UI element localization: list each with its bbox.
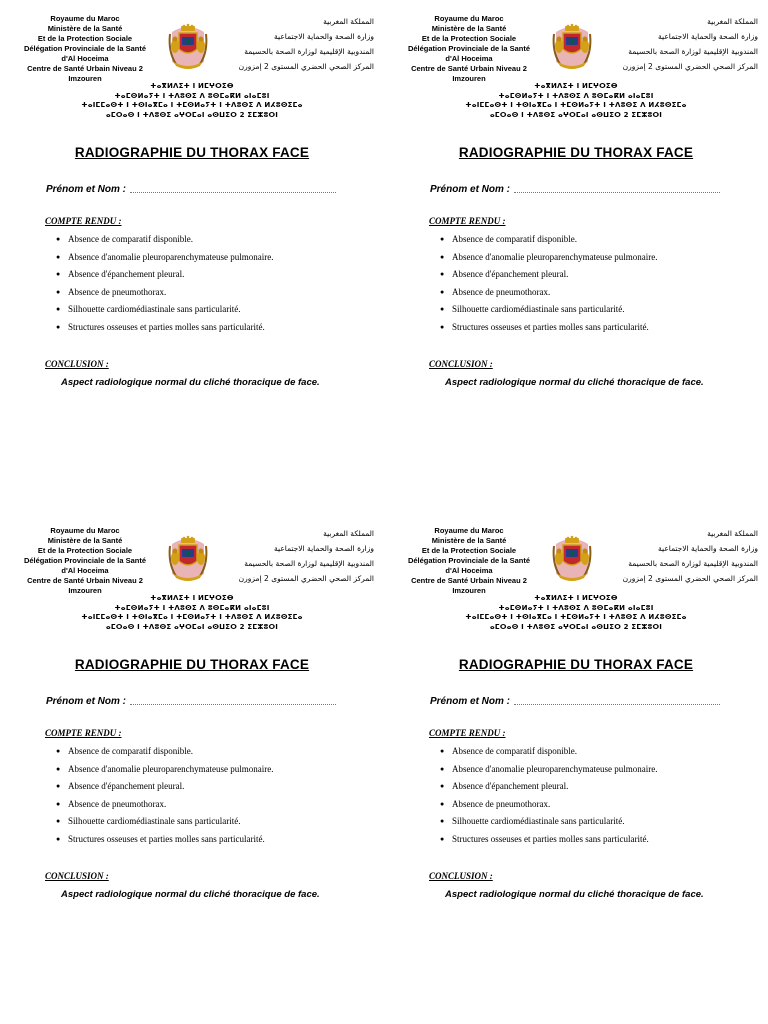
bullet-icon: ●	[56, 270, 61, 278]
french-header-line: Ministère de la Santé	[47, 24, 123, 33]
patient-name-dotted-line	[130, 184, 336, 193]
french-header-line: Centre de Santé Urbain Niveau 2	[411, 64, 527, 73]
tifinagh-header-line: ⴰⵎⵔⴰⵙ ⵏ ⵜⴷⵓⵙⵉ ⴰⵖⵔⵎⴰⵏ ⴰⵙⵡⵉⵔ 2 ⵉⵎⵣⵓⵔⵏ	[105, 110, 279, 119]
list-item	[56, 799, 274, 817]
letterhead	[0, 524, 384, 631]
patient-name-field	[430, 696, 720, 707]
tifinagh-header-line: ⵜⴰⵎⵙⵍⴰⵢⵜ ⵏ ⵜⴷⵓⵙⵉ ⴷ ⵓⵙⵎⴰⴽⵍ ⴰⵏⴰⵎⵓⵏ	[498, 91, 654, 100]
moroccan-coat-of-arms-icon	[550, 534, 594, 584]
patient-name-field	[430, 184, 720, 195]
finding-text: Absence d'anomalie pleuroparenchymateuse pulmonaire.	[452, 251, 658, 262]
bullet-icon: ●	[56, 287, 61, 296]
arabic-header-line: المملكة المغربية	[707, 529, 758, 538]
finding-text: Absence d'épanchement pleural.	[68, 781, 185, 791]
bullet-icon: ●	[440, 747, 445, 755]
findings-list	[56, 746, 274, 851]
arabic-header-line: وزارة الصحة والحماية الاجتماعية	[274, 544, 374, 553]
bullet-icon: ●	[440, 817, 445, 825]
french-header-line: Centre de Santé Urbain Niveau 2	[27, 64, 143, 73]
tifinagh-header-line: ⴰⵎⵔⴰⵙ ⵏ ⵜⴷⵓⵙⵉ ⴰⵖⵔⵎⴰⵏ ⴰⵙⵡⵉⵔ 2 ⵉⵎⵣⵓⵔⵏ	[489, 110, 663, 119]
french-header-line: Et de la Protection Sociale	[37, 546, 133, 555]
tifinagh-header-line: ⵜⴰⵏⵎⵎⴰⵙⵜ ⵏ ⵜⵙⵏⴰⴳⵎⴰ ⵏ ⵜⵎⵙⵍⴰⵢⵜ ⵏ ⵜⴷⵓⵙⵉ ⴷ ⵍⵃⵓⵙⵉⵎⴰ	[465, 101, 687, 110]
patient-name-dotted-line	[514, 184, 720, 193]
conclusion-text: Aspect radiologique normal du cliché thoracique de face.	[445, 889, 704, 900]
finding-text: Absence de pneumothorax.	[452, 286, 551, 297]
arabic-header-line: وزارة الصحة والحماية الاجتماعية	[274, 32, 374, 41]
compte-rendu-heading: COMPTE RENDU :	[45, 216, 122, 226]
report-title: RADIOGRAPHIE DU THORAX FACE	[458, 657, 694, 672]
report-title: RADIOGRAPHIE DU THORAX FACE	[458, 145, 694, 160]
arabic-header-line: المملكة المغربية	[323, 17, 374, 26]
patient-name-dotted-line	[130, 696, 336, 705]
findings-list	[440, 746, 658, 851]
bullet-icon: ●	[56, 235, 61, 243]
arabic-header-line: المملكة المغربية	[323, 529, 374, 538]
french-header	[10, 14, 160, 84]
list-item	[56, 834, 274, 852]
report-card	[0, 0, 384, 512]
finding-text: Absence d'épanchement pleural.	[452, 781, 569, 791]
french-header-line: Et de la Protection Sociale	[37, 34, 133, 43]
list-item	[440, 234, 658, 252]
french-header-line: Centre de Santé Urbain Niveau 2	[411, 576, 527, 585]
french-header-line: d'Al Hoceima	[445, 54, 493, 63]
tifinagh-header-line: ⵜⴰⵏⵎⵎⴰⵙⵜ ⵏ ⵜⵙⵏⴰⴳⵎⴰ ⵏ ⵜⵎⵙⵍⴰⵢⵜ ⵏ ⵜⴷⵓⵙⵉ ⴷ ⵍⵃⵓⵙⵉⵎⴰ	[81, 613, 303, 622]
list-item	[440, 322, 658, 340]
arabic-header	[214, 526, 374, 586]
findings-list	[440, 234, 658, 339]
french-header-line: Ministère de la Santé	[431, 24, 507, 33]
finding-text: Absence d'épanchement pleural.	[68, 269, 185, 279]
french-header-line: Imzouren	[68, 586, 102, 595]
list-item	[56, 269, 274, 287]
report-card	[0, 512, 384, 1024]
bullet-icon: ●	[440, 305, 445, 313]
list-item	[56, 816, 274, 834]
letterhead	[0, 12, 384, 119]
french-header-line: Délégation Provinciale de la Santé	[23, 44, 147, 53]
patient-name-field	[46, 184, 336, 195]
conclusion-heading: CONCLUSION :	[45, 359, 109, 369]
list-item	[440, 252, 658, 270]
list-item	[440, 287, 658, 305]
arabic-header-line: المندوبية الإقليمية لوزارة الصحة بالحسيمة	[628, 47, 758, 56]
finding-text: Absence de comparatif disponible.	[452, 746, 577, 756]
finding-text: Absence d'épanchement pleural.	[452, 269, 569, 279]
bullet-icon: ●	[56, 834, 61, 843]
finding-text: Absence d'anomalie pleuroparenchymateuse pulmonaire.	[68, 251, 274, 262]
list-item	[440, 781, 658, 799]
list-item	[440, 764, 658, 782]
french-header-line: Délégation Provinciale de la Santé	[407, 44, 531, 53]
tifinagh-header-line: ⵜⴰⵏⵎⵎⴰⵙⵜ ⵏ ⵜⵙⵏⴰⴳⵎⴰ ⵏ ⵜⵎⵙⵍⴰⵢⵜ ⵏ ⵜⴷⵓⵙⵉ ⴷ ⵍⵃⵓⵙⵉⵎⴰ	[465, 613, 687, 622]
letterhead	[384, 524, 768, 631]
compte-rendu-heading: COMPTE RENDU :	[45, 728, 122, 738]
moroccan-coat-of-arms-icon	[166, 22, 210, 72]
bullet-icon: ●	[440, 799, 445, 808]
bullet-icon: ●	[440, 322, 445, 331]
tifinagh-header-line: ⴰⵎⵔⴰⵙ ⵏ ⵜⴷⵓⵙⵉ ⴰⵖⵔⵎⴰⵏ ⴰⵙⵡⵉⵔ 2 ⵉⵎⵣⵓⵔⵏ	[489, 622, 663, 631]
french-header-line: Imzouren	[452, 586, 486, 595]
bullet-icon: ●	[440, 235, 445, 243]
list-item	[56, 781, 274, 799]
conclusion-text: Aspect radiologique normal du cliché thoracique de face.	[61, 377, 320, 388]
finding-text: Absence de pneumothorax.	[68, 798, 167, 809]
bullet-icon: ●	[56, 322, 61, 331]
list-item	[56, 234, 274, 252]
finding-text: Absence d'anomalie pleuroparenchymateuse pulmonaire.	[68, 763, 274, 774]
arabic-header-line: المندوبية الإقليمية لوزارة الصحة بالحسيمة	[244, 47, 374, 56]
compte-rendu-heading: COMPTE RENDU :	[429, 216, 506, 226]
french-header	[394, 526, 544, 596]
report-card	[384, 512, 768, 1024]
list-item	[440, 834, 658, 852]
list-item	[56, 746, 274, 764]
arabic-header-line: المركز الصحي الحضري المستوى 2 إمزورن	[622, 574, 758, 583]
arabic-header-line: المركز الصحي الحضري المستوى 2 إمزورن	[238, 574, 374, 583]
bullet-icon: ●	[440, 834, 445, 843]
bullet-icon: ●	[440, 764, 445, 773]
finding-text: Structures osseuses et parties molles sans particularité.	[452, 321, 649, 332]
french-header-line: Royaume du Maroc	[434, 14, 504, 23]
patient-name-field	[46, 696, 336, 707]
arabic-header-line: المملكة المغربية	[707, 17, 758, 26]
finding-text: Absence de pneumothorax.	[452, 798, 551, 809]
patient-name-label: Prénom et Nom :	[430, 696, 511, 707]
conclusion-heading: CONCLUSION :	[429, 871, 493, 881]
tifinagh-header-line: ⴰⵎⵔⴰⵙ ⵏ ⵜⴷⵓⵙⵉ ⴰⵖⵔⵎⴰⵏ ⴰⵙⵡⵉⵔ 2 ⵉⵎⵣⵓⵔⵏ	[105, 622, 279, 631]
conclusion-heading: CONCLUSION :	[429, 359, 493, 369]
finding-text: Absence d'anomalie pleuroparenchymateuse pulmonaire.	[452, 763, 658, 774]
french-header	[394, 14, 544, 84]
finding-text: Absence de comparatif disponible.	[452, 234, 577, 244]
list-item	[56, 287, 274, 305]
arabic-header-line: المندوبية الإقليمية لوزارة الصحة بالحسيمة	[628, 559, 758, 568]
list-item	[56, 252, 274, 270]
bullet-icon: ●	[56, 764, 61, 773]
french-header-line: d'Al Hoceima	[445, 566, 493, 575]
tifinagh-header-line: ⵜⴰⵎⵙⵍⴰⵢⵜ ⵏ ⵜⴷⵓⵙⵉ ⴷ ⵓⵙⵎⴰⴽⵍ ⴰⵏⴰⵎⵓⵏ	[114, 603, 270, 612]
bullet-icon: ●	[440, 252, 445, 261]
report-card	[384, 0, 768, 512]
french-header-line: Royaume du Maroc	[50, 526, 120, 535]
arabic-header-line: المركز الصحي الحضري المستوى 2 إمزورن	[622, 62, 758, 71]
finding-text: Silhouette cardiomédiastinale sans particularité.	[68, 816, 241, 826]
arabic-header	[214, 14, 374, 74]
bullet-icon: ●	[56, 782, 61, 790]
patient-name-dotted-line	[514, 696, 720, 705]
tifinagh-header-line: ⵜⴰⴳⵍⴷⵉⵜ ⵏ ⵍⵎⵖⵔⵉⴱ	[534, 82, 618, 90]
tifinagh-header-line: ⵜⴰⵏⵎⵎⴰⵙⵜ ⵏ ⵜⵙⵏⴰⴳⵎⴰ ⵏ ⵜⵎⵙⵍⴰⵢⵜ ⵏ ⵜⴷⵓⵙⵉ ⴷ ⵍⵃⵓⵙⵉⵎⴰ	[81, 101, 303, 110]
french-header-line: Imzouren	[68, 74, 102, 83]
arabic-header-line: وزارة الصحة والحماية الاجتماعية	[658, 544, 758, 553]
french-header-line: Ministère de la Santé	[47, 536, 123, 545]
list-item	[56, 322, 274, 340]
patient-name-label: Prénom et Nom :	[46, 696, 127, 707]
findings-list	[56, 234, 274, 339]
conclusion-text: Aspect radiologique normal du cliché thoracique de face.	[61, 889, 320, 900]
finding-text: Silhouette cardiomédiastinale sans particularité.	[452, 304, 625, 314]
finding-text: Absence de comparatif disponible.	[68, 746, 193, 756]
list-item	[440, 269, 658, 287]
patient-name-label: Prénom et Nom :	[46, 184, 127, 195]
finding-text: Absence de pneumothorax.	[68, 286, 167, 297]
french-header-line: Délégation Provinciale de la Santé	[23, 556, 147, 565]
compte-rendu-heading: COMPTE RENDU :	[429, 728, 506, 738]
bullet-icon: ●	[56, 747, 61, 755]
finding-text: Silhouette cardiomédiastinale sans particularité.	[452, 816, 625, 826]
bullet-icon: ●	[440, 287, 445, 296]
bullet-icon: ●	[56, 252, 61, 261]
list-item	[440, 816, 658, 834]
french-header-line: Délégation Provinciale de la Santé	[407, 556, 531, 565]
arabic-header-line: المندوبية الإقليمية لوزارة الصحة بالحسيمة	[244, 559, 374, 568]
french-header-line: Royaume du Maroc	[434, 526, 504, 535]
tifinagh-header-line: ⵜⴰⴳⵍⴷⵉⵜ ⵏ ⵍⵎⵖⵔⵉⴱ	[150, 594, 234, 602]
french-header-line: d'Al Hoceima	[61, 54, 109, 63]
tifinagh-header-line: ⵜⴰⵎⵙⵍⴰⵢⵜ ⵏ ⵜⴷⵓⵙⵉ ⴷ ⵓⵙⵎⴰⴽⵍ ⴰⵏⴰⵎⵓⵏ	[114, 91, 270, 100]
bullet-icon: ●	[56, 305, 61, 313]
tifinagh-header	[404, 82, 748, 120]
finding-text: Structures osseuses et parties molles sans particularité.	[452, 833, 649, 844]
finding-text: Structures osseuses et parties molles sans particularité.	[68, 833, 265, 844]
tifinagh-header-line: ⵜⴰⴳⵍⴷⵉⵜ ⵏ ⵍⵎⵖⵔⵉⴱ	[534, 594, 618, 602]
finding-text: Absence de comparatif disponible.	[68, 234, 193, 244]
arabic-header-line: المركز الصحي الحضري المستوى 2 إمزورن	[238, 62, 374, 71]
tifinagh-header	[404, 594, 748, 632]
tifinagh-header	[20, 82, 364, 120]
list-item	[440, 746, 658, 764]
french-header-line: Ministère de la Santé	[431, 536, 507, 545]
arabic-header-line: وزارة الصحة والحماية الاجتماعية	[658, 32, 758, 41]
list-item	[440, 304, 658, 322]
moroccan-coat-of-arms-icon	[166, 534, 210, 584]
finding-text: Silhouette cardiomédiastinale sans particularité.	[68, 304, 241, 314]
list-item	[440, 799, 658, 817]
moroccan-coat-of-arms-icon	[550, 22, 594, 72]
finding-text: Structures osseuses et parties molles sans particularité.	[68, 321, 265, 332]
arabic-header	[598, 526, 758, 586]
bullet-icon: ●	[440, 782, 445, 790]
bullet-icon: ●	[440, 270, 445, 278]
tifinagh-header-line: ⵜⴰⵎⵙⵍⴰⵢⵜ ⵏ ⵜⴷⵓⵙⵉ ⴷ ⵓⵙⵎⴰⴽⵍ ⴰⵏⴰⵎⵓⵏ	[498, 603, 654, 612]
tifinagh-header	[20, 594, 364, 632]
tifinagh-header-line: ⵜⴰⴳⵍⴷⵉⵜ ⵏ ⵍⵎⵖⵔⵉⴱ	[150, 82, 234, 90]
list-item	[56, 304, 274, 322]
bullet-icon: ●	[56, 817, 61, 825]
list-item	[56, 764, 274, 782]
report-title: RADIOGRAPHIE DU THORAX FACE	[74, 145, 310, 160]
conclusion-heading: CONCLUSION :	[45, 871, 109, 881]
french-header-line: Centre de Santé Urbain Niveau 2	[27, 576, 143, 585]
conclusion-text: Aspect radiologique normal du cliché thoracique de face.	[445, 377, 704, 388]
french-header-line: Et de la Protection Sociale	[421, 546, 517, 555]
patient-name-label: Prénom et Nom :	[430, 184, 511, 195]
french-header-line: Imzouren	[452, 74, 486, 83]
report-title: RADIOGRAPHIE DU THORAX FACE	[74, 657, 310, 672]
bullet-icon: ●	[56, 799, 61, 808]
french-header-line: d'Al Hoceima	[61, 566, 109, 575]
french-header-line: Et de la Protection Sociale	[421, 34, 517, 43]
arabic-header	[598, 14, 758, 74]
letterhead	[384, 12, 768, 119]
french-header	[10, 526, 160, 596]
french-header-line: Royaume du Maroc	[50, 14, 120, 23]
